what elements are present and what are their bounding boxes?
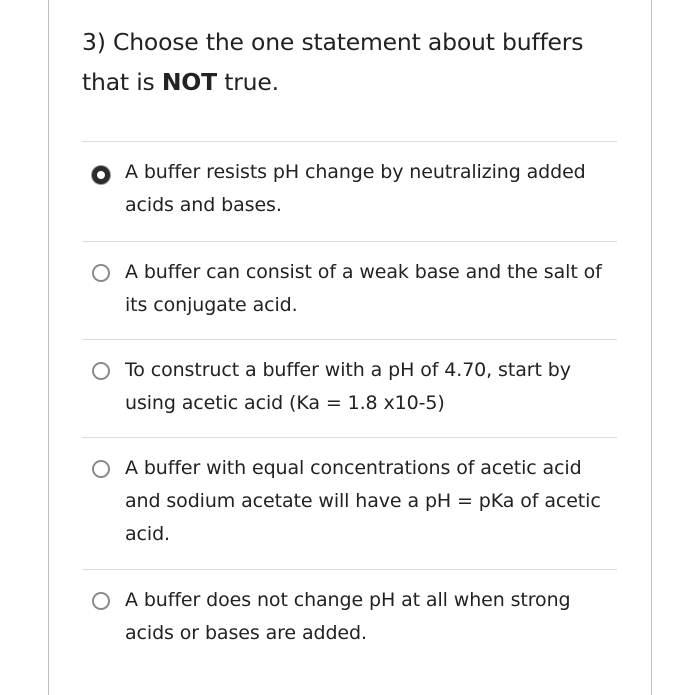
question-emphasis: NOT bbox=[161, 68, 217, 96]
question-text bbox=[82, 22, 622, 102]
answer-option-3[interactable] bbox=[82, 340, 617, 437]
answer-option-label: A buffer resists pH change by neutralizing added acids and bases. bbox=[125, 161, 586, 216]
radio-button[interactable] bbox=[92, 592, 110, 610]
answer-option-label: A buffer does not change pH at all when strong acids or bases are added. bbox=[125, 589, 571, 644]
radio-button[interactable] bbox=[92, 460, 110, 478]
answer-option-4[interactable] bbox=[82, 438, 617, 569]
answer-option-1[interactable] bbox=[82, 142, 617, 241]
question-suffix: true. bbox=[216, 68, 279, 96]
question-prefix: 3) Choose the one statement about buffers that is bbox=[82, 28, 584, 96]
radio-button[interactable] bbox=[92, 264, 110, 282]
answer-option-2[interactable] bbox=[82, 242, 617, 339]
answer-option-label: A buffer with equal concentrations of acetic acid and sodium acetate will have a pH = pKa of acetic acid. bbox=[125, 457, 601, 545]
answer-option-label: To construct a buffer with a pH of 4.70, start by using acetic acid (Ka = 1.8 x10-5) bbox=[125, 359, 571, 414]
answer-option-5[interactable] bbox=[82, 570, 617, 670]
answer-options bbox=[82, 141, 617, 670]
answer-option-label: A buffer can consist of a weak base and the salt of its conjugate acid. bbox=[125, 261, 602, 316]
radio-button[interactable] bbox=[92, 362, 110, 380]
radio-button-selected[interactable] bbox=[92, 166, 110, 184]
